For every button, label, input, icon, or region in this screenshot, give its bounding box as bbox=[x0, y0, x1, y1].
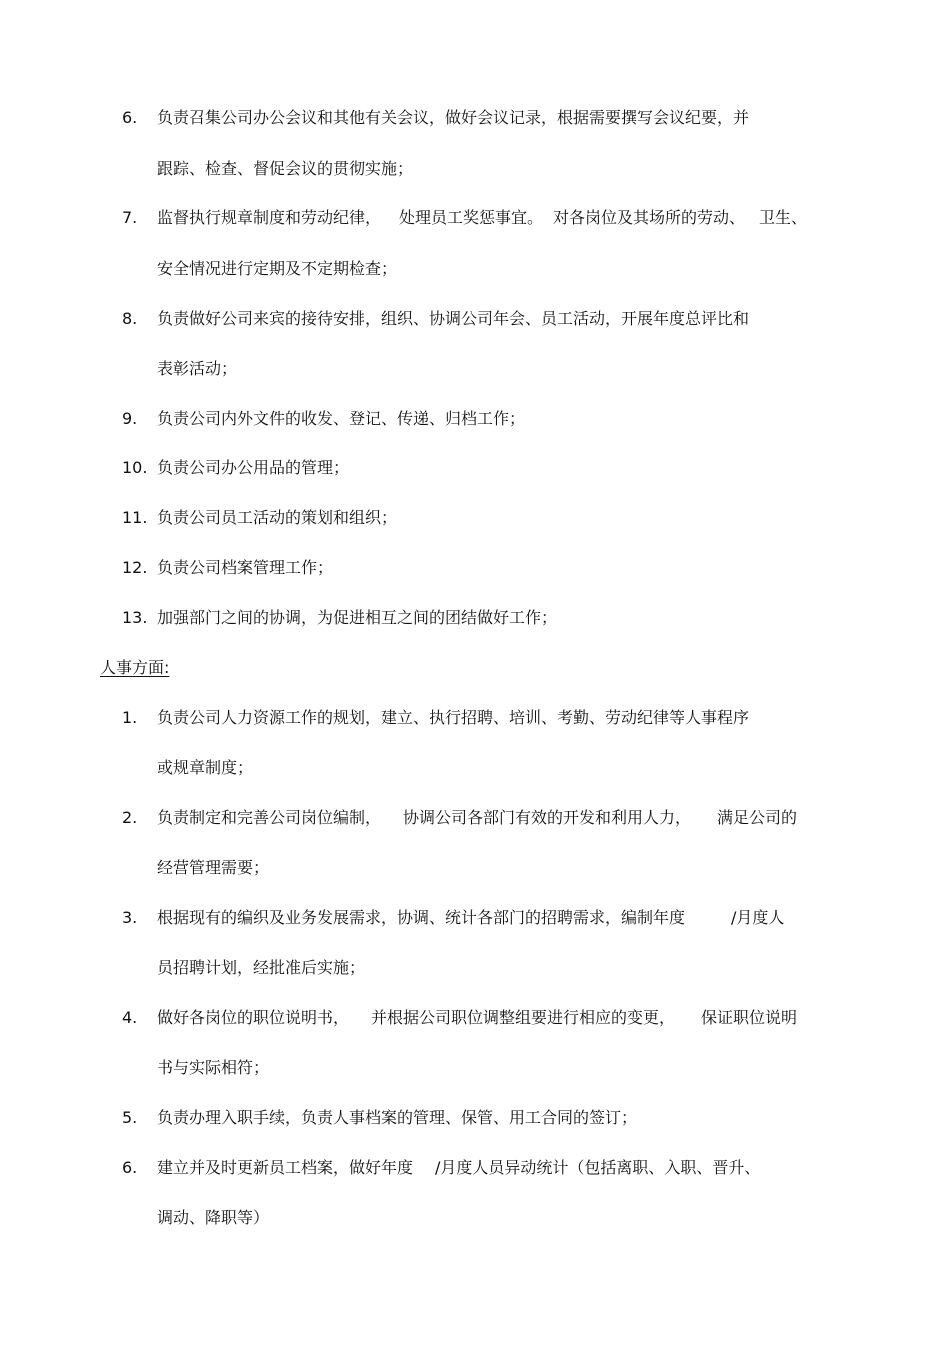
item-number: 6. bbox=[122, 108, 138, 127]
list-item bbox=[0, 208, 950, 228]
item-continuation: 或规章制度； bbox=[157, 758, 254, 777]
section-heading: 人事方面: bbox=[100, 658, 170, 677]
item-continuation: 员招聘计划，经批准后实施； bbox=[157, 958, 366, 977]
list-item bbox=[0, 808, 950, 828]
item-text: 负责召集公司办公会议和其他有关会议，做好会议记录，根据需要撰写会议纪要，并 bbox=[157, 108, 750, 127]
list-item bbox=[0, 558, 950, 578]
item-number: 9. bbox=[122, 409, 138, 428]
item-text-part: 做好各岗位的职位说明书， bbox=[157, 1008, 350, 1027]
item-text-part: 监督执行规章制度和劳动纪律， bbox=[157, 208, 382, 227]
item-number: 5. bbox=[122, 1108, 138, 1127]
item-text bbox=[157, 208, 807, 228]
list-item bbox=[0, 309, 950, 329]
list-item bbox=[0, 458, 950, 478]
item-text bbox=[157, 1158, 760, 1178]
item-text bbox=[157, 908, 784, 928]
list-item bbox=[0, 409, 950, 429]
item-text-part: /月度人 bbox=[731, 908, 785, 927]
item-continuation: 表彰活动； bbox=[157, 359, 238, 378]
item-number: 10. bbox=[122, 458, 148, 477]
list-item bbox=[0, 908, 950, 928]
item-text bbox=[157, 1008, 797, 1028]
item-text bbox=[157, 808, 797, 828]
item-text: 负责做好公司来宾的接待安排，组织、协调公司年会、员工活动，开展年度总评比和 bbox=[157, 309, 750, 328]
item-number: 11. bbox=[122, 508, 148, 527]
item-text-part: 满足公司的 bbox=[717, 808, 798, 827]
list-item bbox=[0, 708, 950, 728]
item-continuation: 安全情况进行定期及不定期检查； bbox=[157, 259, 398, 278]
item-continuation: 调动、降职等） bbox=[157, 1208, 270, 1227]
item-text: 负责公司员工活动的策划和组织； bbox=[157, 508, 398, 527]
item-text: 负责公司人力资源工作的规划，建立、执行招聘、培训、考勤、劳动纪律等人事程序 bbox=[157, 708, 750, 727]
item-number: 2. bbox=[122, 808, 138, 827]
item-text: 负责公司办公用品的管理； bbox=[157, 458, 350, 477]
list-item bbox=[0, 508, 950, 528]
list-item bbox=[0, 1158, 950, 1178]
list-item bbox=[0, 608, 950, 628]
item-number: 4. bbox=[122, 1008, 138, 1027]
item-text-part: 并根据公司职位调整组要进行相应的变更， bbox=[371, 1008, 676, 1027]
item-text-part: 处理员工奖惩事宜。 bbox=[399, 208, 544, 227]
list-item bbox=[0, 108, 950, 128]
item-number: 7. bbox=[122, 208, 138, 227]
item-text-part: 对各岗位及其场所的劳动、 bbox=[553, 208, 746, 227]
item-continuation: 书与实际相符； bbox=[157, 1058, 270, 1077]
list-item bbox=[0, 1008, 950, 1028]
item-number: 13. bbox=[122, 608, 148, 627]
item-text-part: 卫生、 bbox=[759, 208, 808, 227]
item-text-part: 负责制定和完善公司岗位编制， bbox=[157, 808, 382, 827]
item-continuation: 经营管理需要； bbox=[157, 858, 270, 877]
item-text-part: 保证职位说明 bbox=[701, 1008, 798, 1027]
item-continuation: 跟踪、检查、督促会议的贯彻实施； bbox=[157, 159, 414, 178]
item-text: 负责公司档案管理工作； bbox=[157, 558, 334, 577]
item-text: 加强部门之间的协调，为促进相互之间的团结做好工作； bbox=[157, 608, 558, 627]
list-item bbox=[0, 1108, 950, 1128]
item-number: 12. bbox=[122, 558, 148, 577]
item-text-part: /月度人员异动统计（包括离职、入职、晋升、 bbox=[435, 1158, 761, 1177]
item-number: 8. bbox=[122, 309, 138, 328]
item-text-part: 协调公司各部门有效的开发和利用人力， bbox=[403, 808, 692, 827]
item-number: 3. bbox=[122, 908, 138, 927]
item-text: 负责办理入职手续，负责人事档案的管理、保管、用工合同的签订； bbox=[157, 1108, 638, 1127]
item-number: 1. bbox=[122, 708, 138, 727]
item-number: 6. bbox=[122, 1158, 138, 1177]
item-text-part: 根据现有的编织及业务发展需求，协调、统计各部门的招聘需求，编制年度 bbox=[157, 908, 686, 927]
item-text: 负责公司内外文件的收发、登记、传递、归档工作； bbox=[157, 409, 526, 428]
item-text-part: 建立并及时更新员工档案，做好年度 bbox=[157, 1158, 414, 1177]
